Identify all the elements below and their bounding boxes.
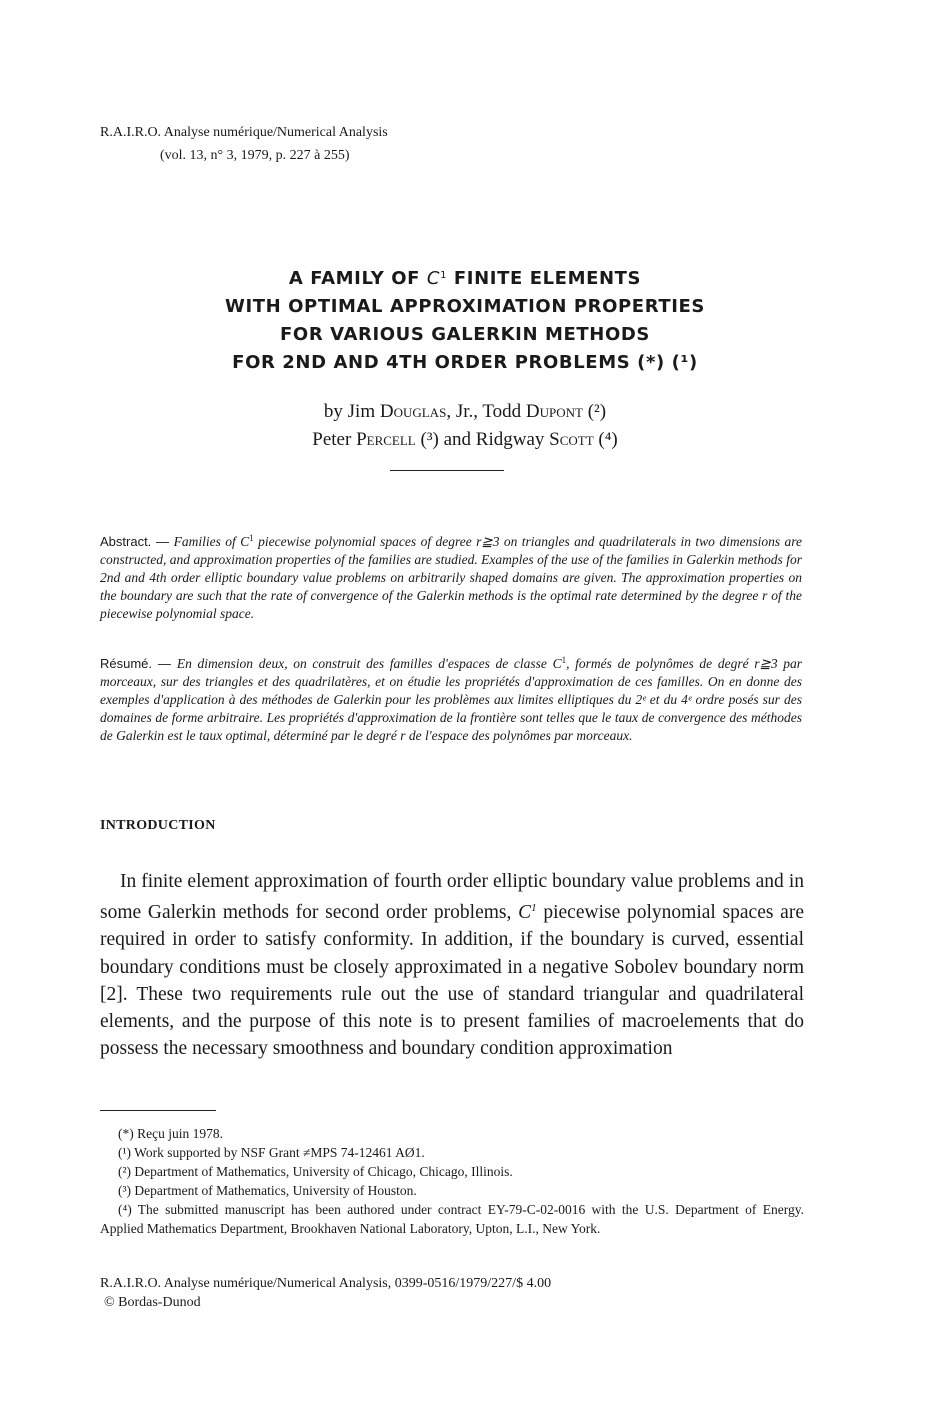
- section-heading-introduction: INTRODUCTION: [100, 818, 216, 833]
- title-line-2: WITH OPTIMAL APPROXIMATION PROPERTIES: [224, 296, 705, 317]
- title-line-1: A FAMILY OF $C^1$ FINITE ELEMENTS: [288, 268, 642, 289]
- introduction-paragraph: In finite element approximation of fourth order elliptic boundary value problems and in some Galerkin methods for second order problems, $C^1$ piecewise polynomial spaces are required in order to satisfy conformity. In addition, if the boundary is curved, essential boundary conditions must be closely approximated in a negative Sobolev boundary norm [2]. These two requirements rule out the use of standard triangular and quadrilateral elements, and the purpose of this note is to present families of macroelements that do possess the necessary smoothness and boundary condition approximation: [100, 871, 804, 1060]
- abstract: Abstract. — Families of $C^1$ piecewise polynomial spaces of degree r≧3 on triangles and quadrilaterals in two dimensions are constructed, and approximation properties of the families are studied. Examples of the use of the families in Galerkin methods for 2nd and 4th order elliptic boundary value problems on arbitrarily shaped domains are given. The approximation properties on the boundary are such that the rate of convergence of the Galerkin methods is the optimal rate determined by the degree r of the piecewise polynomial space.: [100, 533, 803, 621]
- footer-copyright: © Bordas-Dunod: [104, 1295, 201, 1310]
- author-line-1: by Jim Douglas, Jr., Todd Dupont (²): [323, 401, 607, 422]
- volume-info: (vol. 13, n° 3, 1979, p. 227 à 255): [160, 148, 350, 163]
- footnote: (²) Department of Mathematics, University of Chicago, Chicago, Illinois.: [118, 1164, 513, 1179]
- resume: Résumé. — En dimension deux, on construit des familles d'espaces de classe $C^1$, formés de polynômes de degré r≧3 par morceaux, sur des triangles et des quadrilatères, et on étudie les propriétés d'approximation de ces familles. On en donne des exemples d'application à des méthodes de Galerkin pour les problèmes aux limites elliptiques du 2ᵉ et du 4ᵉ ordre posés sur des domaines de forme arbitraire. Les propriétés d'approximation de la frontière sont telles que le taux de convergence des méthodes de Galerkin est le taux optimal, déterminé par le degré r de l'espace des polynômes par morceaux.: [100, 655, 803, 743]
- title-divider: [390, 470, 504, 471]
- author-list: [0, 398, 930, 454]
- footnote: (⁴) The submitted manuscript has been authored under contract EY-79-C-02-0016 with the U.S. Department of Energy. Applied Mathematics Department, Brookhaven National Laboratory, Upton, L.I., New York.: [100, 1202, 804, 1236]
- footnote: (*) Reçu juin 1978.: [118, 1126, 223, 1141]
- footer-journal: R.A.I.R.O. Analyse numérique/Numerical Analysis, 0399-0516/1979/227/$ 4.00: [100, 1276, 552, 1291]
- journal-header: R.A.I.R.O. Analyse numérique/Numerical Analysis: [100, 125, 388, 140]
- paper-title: [0, 262, 930, 377]
- author-line-2: Peter Percell (³) and Ridgway Scott (⁴): [312, 429, 618, 450]
- title-line-4: FOR 2ND AND 4TH ORDER PROBLEMS (*) (¹): [232, 352, 698, 373]
- footnote: (³) Department of Mathematics, University of Houston.: [118, 1183, 417, 1198]
- footnotes: [100, 1124, 804, 1238]
- footnote-divider: [100, 1110, 216, 1111]
- title-line-3: FOR VARIOUS GALERKIN METHODS: [280, 324, 650, 345]
- footnote: (¹) Work supported by NSF Grant ≠MPS 74-12461 AØ1.: [118, 1145, 425, 1160]
